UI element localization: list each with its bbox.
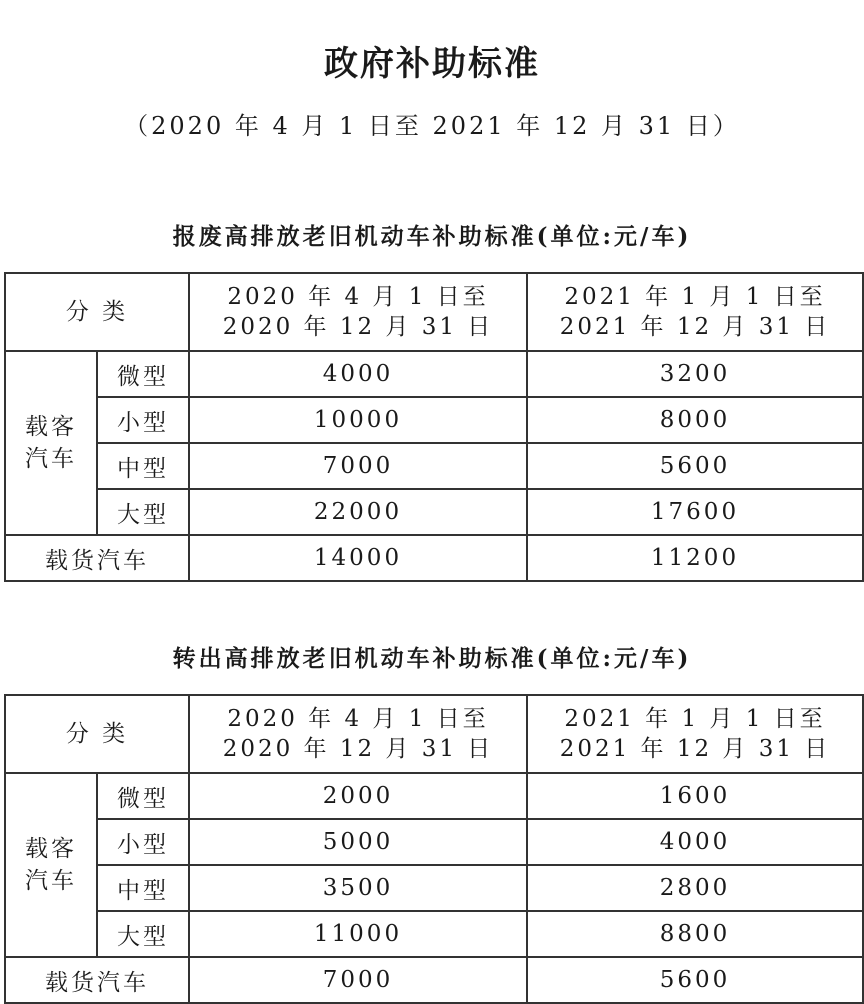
truck-row [5, 535, 863, 581]
subsidy-2021: 5600 [527, 957, 863, 1003]
table-heading: 转出高排放老旧机动车补助标准(单位:元/车) [172, 645, 692, 672]
subsidy-2020: 11000 [189, 911, 527, 957]
period2-line1: 2021 年 1 月 1 日至 [564, 706, 826, 732]
subsidy-2020: 5000 [189, 819, 527, 865]
period2-header [527, 273, 863, 351]
period1-line2: 2020 年 12 月 31 日 [222, 736, 494, 762]
subsidy-2021: 5600 [527, 443, 863, 489]
subsidy-2020: 14000 [189, 535, 527, 581]
subsidy-table [4, 272, 864, 582]
vehicle-type: 小型 [97, 397, 189, 443]
page-title: 政府补助标准 [324, 44, 540, 84]
truck-label: 载货汽车 [5, 535, 189, 581]
header-row [5, 273, 863, 351]
subsidy-2020: 7000 [189, 957, 527, 1003]
vehicle-type: 微型 [97, 773, 189, 819]
subsidy-2021: 2800 [527, 865, 863, 911]
subsidy-2021: 8800 [527, 911, 863, 957]
period2-header [527, 695, 863, 773]
table-row [5, 397, 863, 443]
passenger-car-group-label: 载客 汽车 [5, 773, 97, 957]
period1-line2: 2020 年 12 月 31 日 [222, 314, 494, 340]
subsidy-2020: 7000 [189, 443, 527, 489]
date-range-subtitle: （2020 年 4 月 1 日至 2021 年 12 月 31 日） [124, 112, 740, 140]
subsidy-2021: 4000 [527, 819, 863, 865]
table-row [5, 443, 863, 489]
subsidy-2020: 3500 [189, 865, 527, 911]
subsidy-2020: 22000 [189, 489, 527, 535]
vehicle-type: 大型 [97, 489, 189, 535]
vehicle-type: 中型 [97, 865, 189, 911]
vehicle-type: 小型 [97, 819, 189, 865]
subsidy-2020: 10000 [189, 397, 527, 443]
vehicle-type: 微型 [97, 351, 189, 397]
subsidy-2021: 17600 [527, 489, 863, 535]
subsidy-2021: 11200 [527, 535, 863, 581]
category-header: 分 类 [5, 273, 189, 351]
header-row [5, 695, 863, 773]
table-row [5, 819, 863, 865]
table-row [5, 865, 863, 911]
table-row [5, 773, 863, 819]
table-row [5, 911, 863, 957]
period1-header [189, 273, 527, 351]
subsidy-2020: 4000 [189, 351, 527, 397]
table-heading: 报废高排放老旧机动车补助标准(单位:元/车) [172, 223, 692, 250]
truck-label: 载货汽车 [5, 957, 189, 1003]
truck-row [5, 957, 863, 1003]
table-row [5, 351, 863, 397]
period2-line1: 2021 年 1 月 1 日至 [564, 284, 826, 310]
vehicle-type: 大型 [97, 911, 189, 957]
period2-line2: 2021 年 12 月 31 日 [559, 736, 831, 762]
subsidy-table [4, 694, 864, 1004]
table-row [5, 489, 863, 535]
period1-header [189, 695, 527, 773]
subsidy-2021: 3200 [527, 351, 863, 397]
subsidy-2021: 8000 [527, 397, 863, 443]
vehicle-type: 中型 [97, 443, 189, 489]
subsidy-2020: 2000 [189, 773, 527, 819]
subsidy-2021: 1600 [527, 773, 863, 819]
category-header: 分 类 [5, 695, 189, 773]
period1-line1: 2020 年 4 月 1 日至 [227, 706, 489, 732]
passenger-car-group-label: 载客 汽车 [5, 351, 97, 535]
period1-line1: 2020 年 4 月 1 日至 [227, 284, 489, 310]
period2-line2: 2021 年 12 月 31 日 [559, 314, 831, 340]
